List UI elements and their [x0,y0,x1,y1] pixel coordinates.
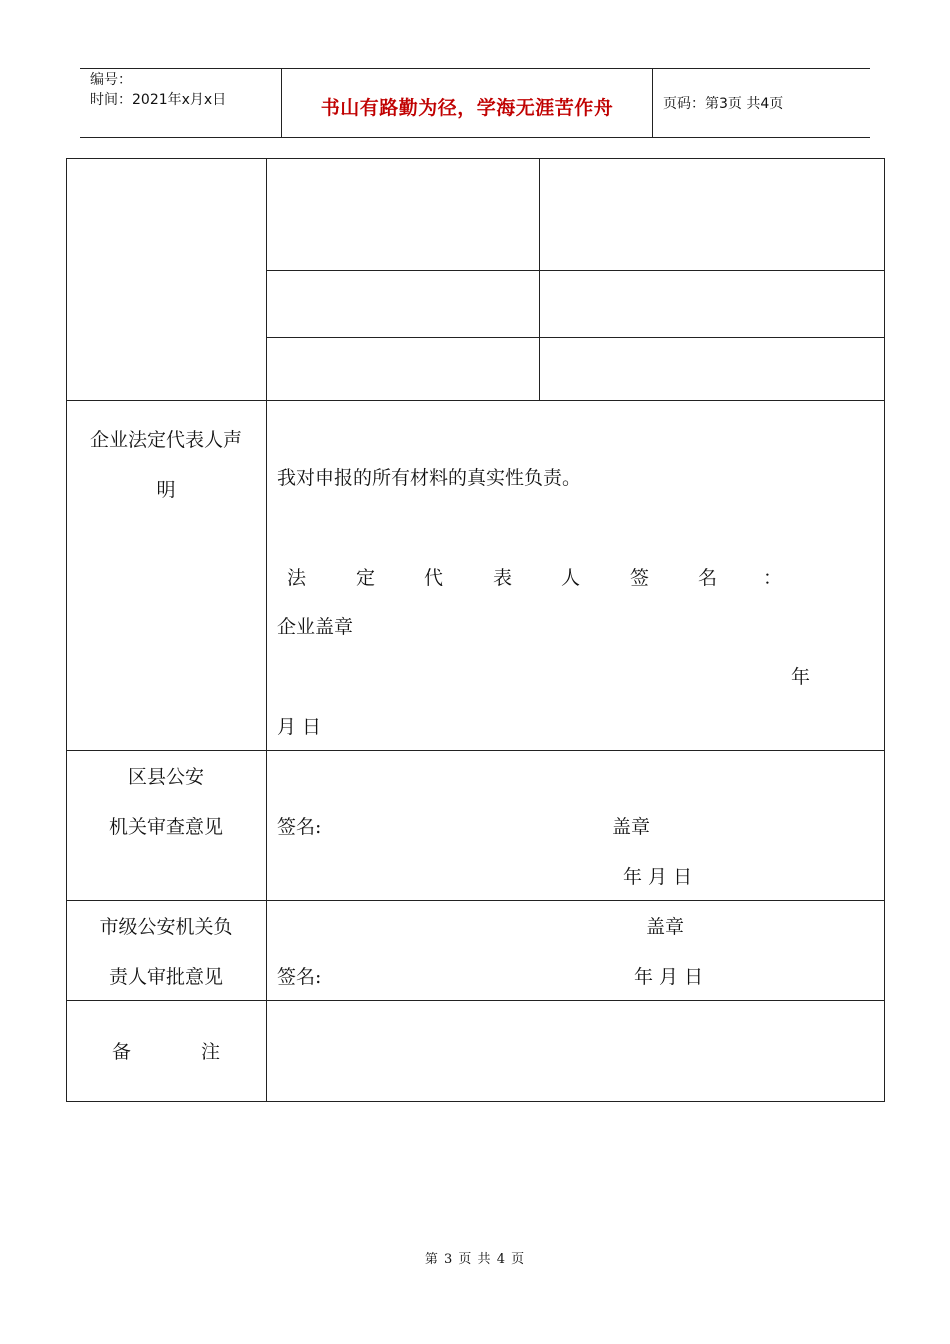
application-form-table [66,158,885,1102]
signature-char: 人 [561,567,581,589]
header-motto-cell [282,69,653,137]
signature-label: 签名: [277,816,322,838]
declaration-label-line2: 明 [156,479,176,501]
declaration-label-line1: 企业法定代表人声 [89,429,242,451]
code-label: 编号： [90,72,132,88]
signature-char: ： [763,567,783,589]
header-meta-cell [80,69,282,137]
city-approval-label-line2: 责人审批意见 [108,966,223,988]
page-footer: 第 3 页 共 4 页 [424,1252,526,1267]
remarks-label-char: 注 [201,1041,221,1063]
city-approval-label-line1: 市级公安机关负 [99,916,233,938]
signature-char: 表 [493,567,513,589]
remarks-label-char: 备 [112,1041,132,1063]
signature-char: 法 [287,567,307,589]
district-review-label-line1: 区县公安 [127,766,204,788]
year-label: 年 [791,666,811,688]
signature-char: 签 [630,567,650,589]
company-seal-label: 企业盖章 [277,616,354,638]
header-page-cell [653,69,870,137]
seal-label: 盖章 [646,916,685,938]
signature-char: 定 [356,567,376,589]
signature-char: 名 [698,567,718,589]
signature-char: 代 [424,567,444,589]
time-label: 时间：2021年x月x日 [90,92,227,108]
month-day-label: 月 日 [277,716,322,738]
date-label: 年 月 日 [634,966,704,988]
date-label: 年 月 日 [623,866,693,888]
blank-cell [267,159,539,270]
district-review-label-line2: 机关审查意见 [108,816,223,838]
blank-cell [540,159,884,270]
seal-label: 盖章 [612,816,651,838]
document-header [80,68,870,138]
motto-text: 书山有路勤为径，学海无涯苦作舟 [320,97,614,119]
signature-label: 签名: [277,966,322,988]
page-label: 页码：第3页 共4页 [663,96,784,112]
declaration-statement: 我对申报的所有材料的真实性负责。 [277,467,582,489]
